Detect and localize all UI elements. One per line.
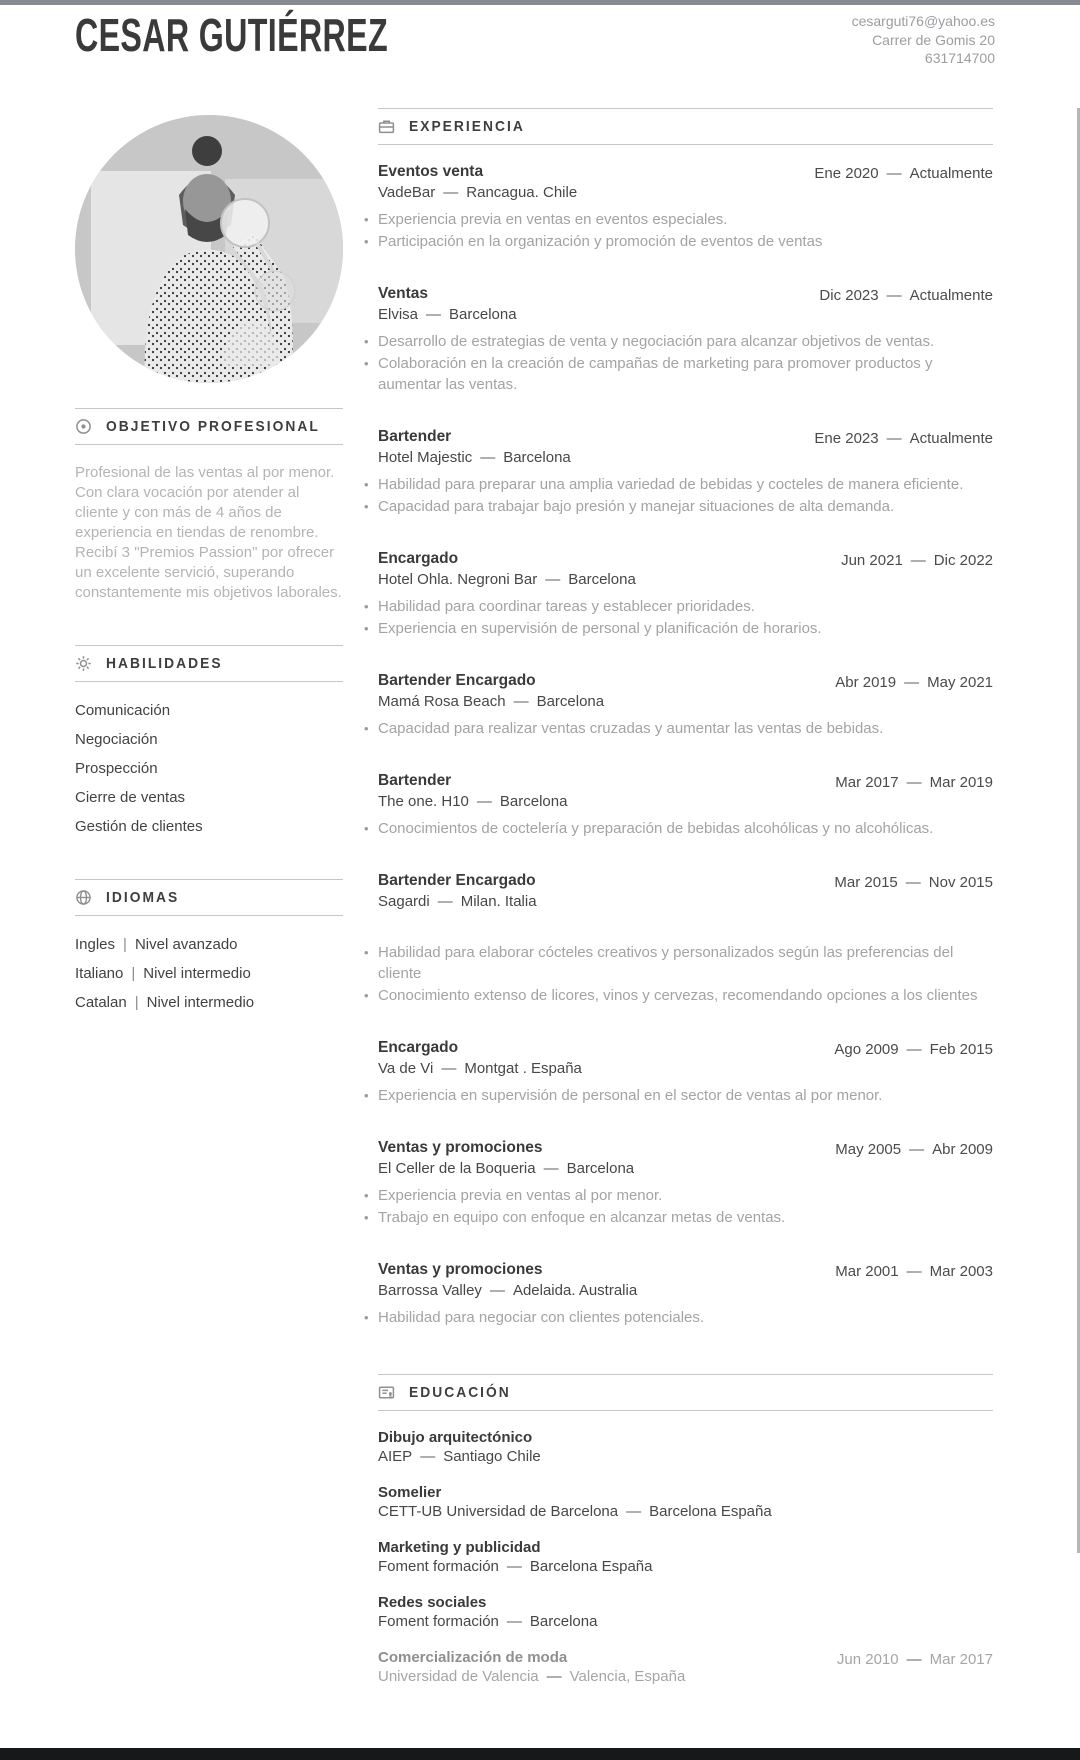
job-title: Ventas y promociones bbox=[378, 1139, 543, 1156]
job-dates bbox=[834, 1038, 993, 1060]
dash-separator: — bbox=[437, 893, 453, 910]
experience-entry bbox=[378, 549, 993, 639]
job-dates bbox=[835, 771, 993, 793]
job-dates bbox=[814, 427, 993, 449]
contact-phone: 631714700 bbox=[924, 50, 995, 66]
job-location: Milan. Italia bbox=[460, 893, 537, 910]
target-icon bbox=[75, 418, 92, 435]
dash-separator: — bbox=[513, 693, 529, 710]
job-bullets bbox=[363, 1085, 993, 1106]
job-company-location bbox=[378, 569, 636, 590]
school-city: Barcelona España bbox=[529, 1558, 653, 1575]
section-education bbox=[378, 1374, 993, 1687]
job-location: Adelaida. Australia bbox=[512, 1282, 638, 1299]
contact-email: cesarguti76@yahoo.es bbox=[851, 13, 995, 29]
dash-separator: — bbox=[476, 793, 492, 810]
job-company: Sagardi bbox=[378, 893, 430, 910]
bullet-item: • Conocimiento extenso de licores, vinos y cervezas, recomendando opciones a los clientes bbox=[363, 985, 993, 1006]
skill-item: Negociación bbox=[75, 731, 158, 748]
date-start: Ago 2009 bbox=[834, 1041, 899, 1058]
job-bullets bbox=[363, 1185, 993, 1228]
dash-separator: — bbox=[906, 1041, 922, 1058]
experience-header bbox=[378, 108, 993, 145]
language-item bbox=[75, 993, 343, 1013]
school-location bbox=[378, 1667, 685, 1687]
job-title: Encargado bbox=[378, 550, 459, 567]
date-end: Mar 2003 bbox=[929, 1263, 993, 1280]
main-column bbox=[378, 108, 993, 1703]
skill-item: Cierre de ventas bbox=[75, 789, 186, 806]
experience-entry bbox=[378, 771, 993, 839]
bullet-item: • Participación en la organización y promoción de eventos de ventas bbox=[363, 231, 993, 252]
section-title: EDUCACIÓN bbox=[409, 1384, 511, 1401]
job-dates bbox=[814, 162, 993, 184]
school-name: CETT-UB Universidad de Barcelona bbox=[378, 1503, 619, 1520]
date-start: Jun 2021 bbox=[841, 552, 903, 569]
candidate-name: CESAR GUTIÉRREZ bbox=[75, 9, 388, 61]
language-level: Nivel intermedio bbox=[146, 994, 255, 1011]
language-separator: | bbox=[134, 994, 139, 1011]
job-bullets bbox=[363, 718, 993, 739]
education-header bbox=[378, 1374, 993, 1411]
language-level: Nivel avanzado bbox=[134, 936, 238, 953]
skills-header bbox=[75, 645, 343, 682]
profile-photo-image bbox=[75, 115, 343, 383]
dash-separator: — bbox=[506, 1613, 522, 1630]
bullet-item: • Trabajo en equipo con enfoque en alcanzar metas de ventas. bbox=[363, 1207, 993, 1228]
job-location: Barcelona bbox=[499, 793, 568, 810]
section-experience bbox=[378, 108, 993, 1328]
bottom-edge-bar bbox=[0, 1748, 1080, 1760]
degree-title: Redes sociales bbox=[378, 1594, 487, 1611]
section-title: OBJETIVO PROFESIONAL bbox=[106, 418, 320, 435]
school-name: Foment formación bbox=[378, 1558, 499, 1575]
job-bullets bbox=[363, 818, 993, 839]
education-entry bbox=[378, 1593, 993, 1632]
education-entry bbox=[378, 1428, 993, 1467]
date-end: Mar 2019 bbox=[929, 774, 993, 791]
objective-header bbox=[75, 408, 343, 445]
top-edge-bar bbox=[0, 0, 1080, 5]
bullet-item: • Habilidad para preparar una amplia variedad de bebidas y cocteles de manera eficiente. bbox=[363, 474, 993, 495]
date-end: Feb 2015 bbox=[929, 1041, 993, 1058]
date-end: Actualmente bbox=[909, 165, 993, 182]
dash-separator: — bbox=[420, 1448, 436, 1465]
job-company-location bbox=[378, 1280, 637, 1301]
dash-separator: — bbox=[626, 1503, 642, 1520]
degree-title: Comercialización de moda bbox=[378, 1649, 568, 1666]
languages-list bbox=[75, 935, 343, 1013]
job-company: Va de Vi bbox=[378, 1060, 434, 1077]
school-location bbox=[378, 1502, 772, 1522]
language-name: Ingles bbox=[75, 936, 116, 953]
dash-separator: — bbox=[426, 306, 442, 323]
gear-icon bbox=[75, 655, 92, 672]
job-company: The one. H10 bbox=[378, 793, 469, 810]
job-title: Bartender bbox=[378, 772, 452, 789]
dash-separator: — bbox=[545, 571, 561, 588]
date-start: Abr 2019 bbox=[835, 674, 897, 691]
job-dates bbox=[841, 549, 993, 571]
school-city: Barcelona España bbox=[649, 1503, 772, 1520]
job-company-location bbox=[378, 304, 517, 325]
job-company: Elvisa bbox=[378, 306, 419, 323]
education-entry bbox=[378, 1483, 993, 1522]
profile-photo bbox=[75, 115, 343, 383]
date-start: Mar 2001 bbox=[835, 1263, 899, 1280]
education-entry bbox=[378, 1538, 993, 1577]
language-separator: | bbox=[131, 965, 136, 982]
bullet-item: • Conocimientos de coctelería y preparación de bebidas alcohólicas y no alcohólicas. bbox=[363, 818, 993, 839]
job-company: El Celler de la Boqueria bbox=[378, 1160, 536, 1177]
language-name: Catalan bbox=[75, 994, 127, 1011]
job-bullets bbox=[363, 942, 993, 1006]
job-dates bbox=[835, 671, 993, 693]
languages-header bbox=[75, 879, 343, 916]
job-location: Barcelona bbox=[566, 1160, 635, 1177]
sidebar bbox=[75, 115, 343, 1022]
job-company-location bbox=[378, 182, 577, 203]
bullet-item: • Desarrollo de estrategias de venta y negociación para alcanzar objetivos de ventas. bbox=[363, 331, 993, 352]
date-start: May 2005 bbox=[835, 1141, 902, 1158]
date-start: Ene 2020 bbox=[814, 165, 879, 182]
skill-item: Gestión de clientes bbox=[75, 818, 203, 835]
date-end: Mar 2017 bbox=[929, 1651, 993, 1668]
date-end: Abr 2009 bbox=[932, 1141, 993, 1158]
dash-separator: — bbox=[886, 287, 902, 304]
bullet-item: • Experiencia previa en ventas en eventos especiales. bbox=[363, 209, 993, 230]
language-level: Nivel intermedio bbox=[143, 965, 251, 982]
school-city: Barcelona bbox=[529, 1613, 598, 1630]
job-title: Bartender Encargado bbox=[378, 872, 536, 889]
section-title: HABILIDADES bbox=[106, 655, 223, 672]
date-end: Dic 2022 bbox=[933, 552, 993, 569]
language-separator: | bbox=[123, 936, 127, 953]
degree-title: Marketing y publicidad bbox=[378, 1539, 541, 1556]
job-company: VadeBar bbox=[378, 184, 436, 201]
section-title: EXPERIENCIA bbox=[409, 118, 525, 135]
school-name: Universidad de Valencia bbox=[378, 1668, 539, 1685]
job-title: Ventas bbox=[378, 285, 428, 302]
job-dates bbox=[835, 1138, 993, 1160]
job-location: Barcelona bbox=[568, 571, 636, 588]
briefcase-icon bbox=[378, 118, 395, 135]
job-company-location bbox=[378, 447, 571, 468]
education-dates bbox=[837, 1648, 993, 1670]
job-bullets bbox=[363, 596, 993, 639]
job-title: Bartender Encargado bbox=[378, 672, 536, 689]
dash-separator: — bbox=[489, 1282, 505, 1299]
dash-separator: — bbox=[546, 1668, 562, 1685]
bullet-item: • Experiencia en supervisión de personal en el sector de ventas al por menor. bbox=[363, 1085, 993, 1106]
job-bullets bbox=[363, 331, 993, 395]
school-location bbox=[378, 1447, 541, 1467]
school-location bbox=[378, 1612, 597, 1632]
dash-separator: — bbox=[506, 1558, 522, 1575]
section-languages bbox=[75, 879, 343, 1013]
education-entry bbox=[378, 1648, 993, 1687]
bullet-item: • Colaboración en la creación de campañas de marketing para promover productos y aumentar las ventas. bbox=[363, 353, 993, 395]
skill-item: Prospección bbox=[75, 760, 158, 777]
experience-entry bbox=[378, 1138, 993, 1228]
job-dates bbox=[834, 871, 993, 893]
job-title: Bartender bbox=[378, 428, 452, 445]
job-location: Barcelona bbox=[449, 306, 517, 323]
bullet-item: • Habilidad para coordinar tareas y establecer prioridades. bbox=[363, 596, 993, 617]
experience-entry bbox=[378, 671, 993, 739]
job-company: Mamá Rosa Beach bbox=[378, 693, 506, 710]
section-title: IDIOMAS bbox=[106, 889, 180, 906]
experience-entry bbox=[378, 162, 993, 252]
degree-title: Somelier bbox=[378, 1484, 442, 1501]
dash-separator: — bbox=[543, 1160, 559, 1177]
job-title: Encargado bbox=[378, 1039, 459, 1056]
school-name: Foment formación bbox=[378, 1613, 499, 1630]
skill-item: Comunicación bbox=[75, 702, 171, 719]
bullet-item: • Habilidad para elaborar cócteles creativos y personalizados según las preferencias del cliente bbox=[363, 942, 993, 984]
date-start: Mar 2015 bbox=[834, 874, 898, 891]
skills-list bbox=[75, 701, 343, 837]
date-start: Ene 2023 bbox=[814, 430, 879, 447]
experience-list bbox=[378, 162, 993, 1328]
job-company: Hotel Majestic bbox=[378, 449, 473, 466]
section-objective bbox=[75, 408, 343, 603]
contact-block bbox=[852, 12, 995, 68]
dash-separator: — bbox=[441, 1060, 457, 1077]
dash-separator: — bbox=[443, 184, 459, 201]
language-name: Italiano bbox=[75, 965, 124, 982]
school-city: Santiago Chile bbox=[443, 1448, 541, 1465]
experience-entry bbox=[378, 871, 993, 1006]
job-location: Montgat . España bbox=[464, 1060, 582, 1077]
objective-text: Profesional de las ventas al por menor. Con clara vocación por atender al cliente y con más de 4 años de experiencia en tiendas de renombre. Recibí 3 "Premios Passion" por ofrecer un excelente servició, superando constantemente mis objetivos laborales. bbox=[75, 464, 342, 601]
job-company: Barrossa Valley bbox=[378, 1282, 482, 1299]
education-list bbox=[378, 1428, 993, 1687]
job-dates bbox=[819, 284, 993, 306]
bullet-item: • Capacidad para trabajar bajo presión y manejar situaciones de alta demanda. bbox=[363, 496, 993, 517]
language-item bbox=[75, 964, 343, 984]
date-start: Dic 2023 bbox=[819, 287, 879, 304]
job-company-location bbox=[378, 891, 537, 912]
job-company: Hotel Ohla. Negroni Bar bbox=[378, 571, 538, 588]
dash-separator: — bbox=[886, 430, 902, 447]
dash-separator: — bbox=[906, 1651, 922, 1668]
job-title: Eventos venta bbox=[378, 163, 484, 180]
dash-separator: — bbox=[905, 874, 921, 891]
dash-separator: — bbox=[904, 674, 920, 691]
dash-separator: — bbox=[480, 449, 496, 466]
date-end: Actualmente bbox=[909, 287, 993, 304]
job-title: Ventas y promociones bbox=[378, 1261, 543, 1278]
bullet-item: • Experiencia en supervisión de personal y planificación de horarios. bbox=[363, 618, 993, 639]
dash-separator: — bbox=[886, 165, 902, 182]
job-location: Barcelona bbox=[536, 693, 605, 710]
date-end: May 2021 bbox=[927, 674, 993, 691]
dash-separator: — bbox=[910, 552, 926, 569]
section-skills bbox=[75, 645, 343, 837]
experience-entry bbox=[378, 284, 993, 395]
job-bullets bbox=[363, 209, 993, 252]
experience-entry bbox=[378, 1260, 993, 1328]
dash-separator: — bbox=[909, 1141, 925, 1158]
date-end: Actualmente bbox=[909, 430, 993, 447]
job-dates bbox=[835, 1260, 993, 1282]
date-start: Mar 2017 bbox=[835, 774, 899, 791]
job-bullets bbox=[363, 474, 993, 517]
degree-title: Dibujo arquitectónico bbox=[378, 1429, 533, 1446]
dash-separator: — bbox=[906, 1263, 922, 1280]
job-company-location bbox=[378, 791, 567, 812]
date-start: Jun 2010 bbox=[836, 1651, 899, 1668]
job-company-location bbox=[378, 1158, 634, 1179]
job-location: Barcelona bbox=[503, 449, 571, 466]
job-company-location bbox=[378, 691, 604, 712]
globe-icon bbox=[75, 889, 92, 906]
diploma-icon bbox=[378, 1384, 395, 1401]
experience-entry bbox=[378, 1038, 993, 1106]
language-item bbox=[75, 935, 343, 955]
dash-separator: — bbox=[906, 774, 922, 791]
school-name: AIEP bbox=[378, 1448, 413, 1465]
school-location bbox=[378, 1557, 652, 1577]
bullet-item: • Habilidad para negociar con clientes potenciales. bbox=[363, 1307, 993, 1328]
school-city: Valencia, España bbox=[569, 1668, 686, 1685]
bullet-item: • Experiencia previa en ventas al por menor. bbox=[363, 1185, 993, 1206]
header bbox=[75, 9, 995, 68]
bullet-item: • Capacidad para realizar ventas cruzadas y aumentar las ventas de bebidas. bbox=[363, 718, 993, 739]
contact-address: Carrer de Gomis 20 bbox=[872, 31, 995, 48]
job-location: Rancagua. Chile bbox=[466, 184, 578, 201]
job-company-location bbox=[378, 1058, 582, 1079]
experience-entry bbox=[378, 427, 993, 517]
job-bullets bbox=[363, 1307, 993, 1328]
date-end: Nov 2015 bbox=[928, 874, 993, 891]
